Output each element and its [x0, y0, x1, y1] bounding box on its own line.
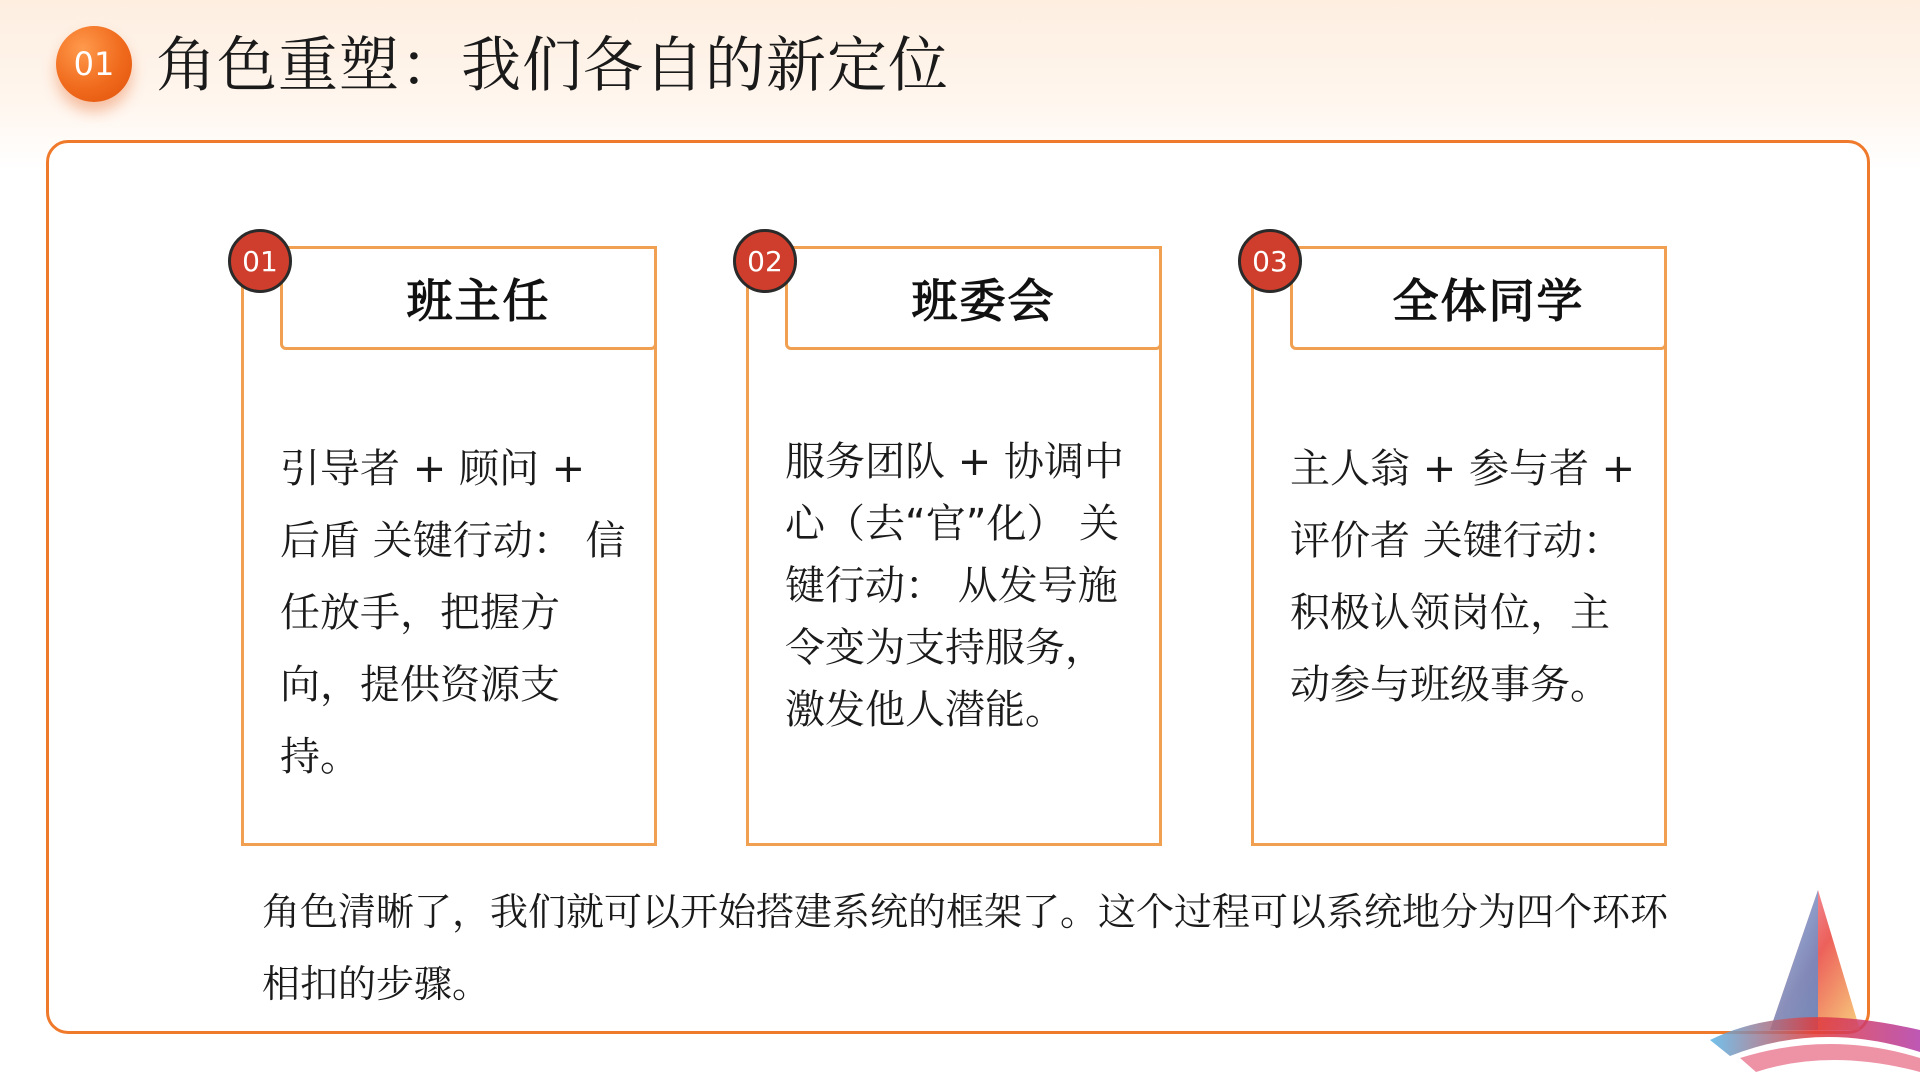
role-card-number: 01: [242, 244, 278, 278]
role-card-title: 班主任: [406, 274, 551, 328]
role-card-header: [280, 246, 657, 350]
closing-paragraph: 角色清晰了，我们就可以开始搭建系统的框架了。这个过程可以系统地分为四个环环相扣的步骤。: [262, 890, 1669, 1006]
page-title: 角色重塑：我们各自的新定位: [156, 31, 949, 101]
role-card-title: 全体同学: [1392, 274, 1585, 328]
role-card-teacher: [241, 246, 657, 846]
role-card-description: 引导者 + 顾问 + 后盾 关键行动： 信任放手，把握方向，提供资源支持。: [280, 446, 626, 780]
role-card-number-badge: [1238, 229, 1302, 293]
role-card-number-badge: [733, 229, 797, 293]
sailboat-logo-icon: [1700, 880, 1920, 1080]
role-card-header: [785, 246, 1162, 350]
role-card-title: 班委会: [911, 274, 1056, 328]
section-number-badge: [56, 26, 132, 102]
role-card-header: [1290, 246, 1667, 350]
role-card-number: 03: [1252, 244, 1288, 278]
role-card-committee: [746, 246, 1162, 846]
role-card-description: 主人翁 + 参与者 + 评价者 关键行动： 积极认领岗位，主动参与班级事务。: [1290, 446, 1636, 708]
role-card-number-badge: [228, 229, 292, 293]
role-card-number: 02: [747, 244, 783, 278]
role-card-students: [1251, 246, 1667, 846]
role-card-description: 服务团队 + 协调中心（去“官”化） 关键行动： 从发号施令变为支持服务，激发他人潜能。: [785, 439, 1124, 733]
section-number: 01: [73, 45, 115, 83]
